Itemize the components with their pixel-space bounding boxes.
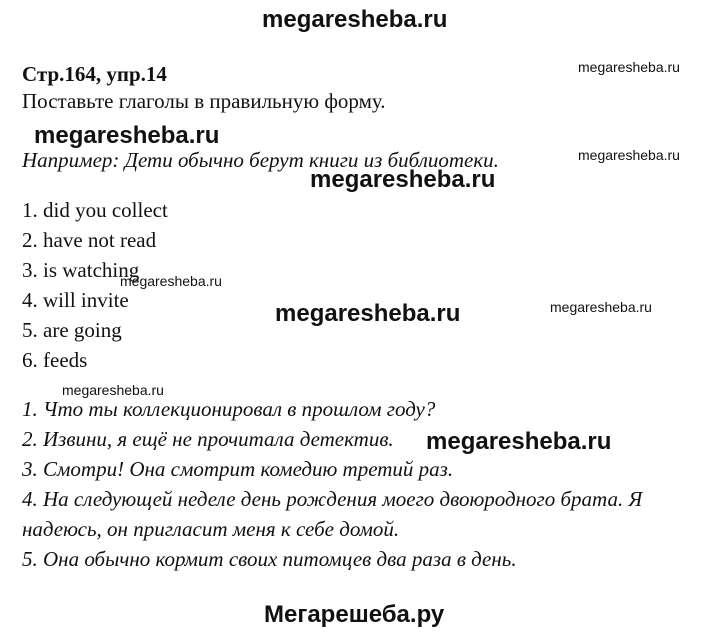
watermark-small-1: megaresheba.ru — [578, 59, 680, 75]
answer-item-1: 1. did you collect — [22, 198, 168, 222]
watermark-bold-4: megaresheba.ru — [426, 428, 612, 455]
answer-item-5: 5. are going — [22, 318, 122, 342]
exercise-title: Стр.164, упр.14 — [22, 62, 167, 86]
answer-item-6: 6. feeds — [22, 348, 88, 372]
watermark-small-3: megaresheba.ru — [120, 273, 222, 289]
answer-item-4: 4. will invite — [22, 288, 129, 312]
watermark-bold-3: megaresheba.ru — [275, 300, 461, 327]
watermark-small-2: megaresheba.ru — [578, 147, 680, 163]
translation-item-4: 4. На следующей неделе день рождения моего двоюродного брата. Я — [22, 487, 643, 511]
watermark-small-5: megaresheba.ru — [62, 382, 164, 398]
translation-item-4-cont: надеюсь, он пригласит меня к себе домой. — [22, 517, 400, 541]
footer-brand: Мегарешеба.ру — [264, 601, 445, 628]
translation-item-3: 3. Смотри! Она смотрит комедию третий раз. — [22, 457, 454, 481]
watermark-bold-2: megaresheba.ru — [310, 166, 496, 193]
answer-item-2: 2. have not read — [22, 228, 157, 252]
watermark-bold-1: megaresheba.ru — [34, 122, 220, 149]
translation-item-1: 1. Что ты коллекционировал в прошлом году? — [22, 397, 436, 421]
translation-item-5: 5. Она обычно кормит своих питомцев два раза в день. — [22, 547, 517, 571]
exercise-example: Например: Дети обычно берут книги из библиотеки. — [22, 148, 499, 172]
translation-item-2: 2. Извини, я ещё не прочитала детектив. — [22, 427, 394, 451]
header-watermark: megaresheba.ru — [262, 6, 448, 33]
exercise-instruction: Поставьте глаголы в правильную форму. — [22, 89, 386, 113]
answer-item-3: 3. is watching — [22, 258, 140, 282]
watermark-small-4: megaresheba.ru — [550, 299, 652, 315]
